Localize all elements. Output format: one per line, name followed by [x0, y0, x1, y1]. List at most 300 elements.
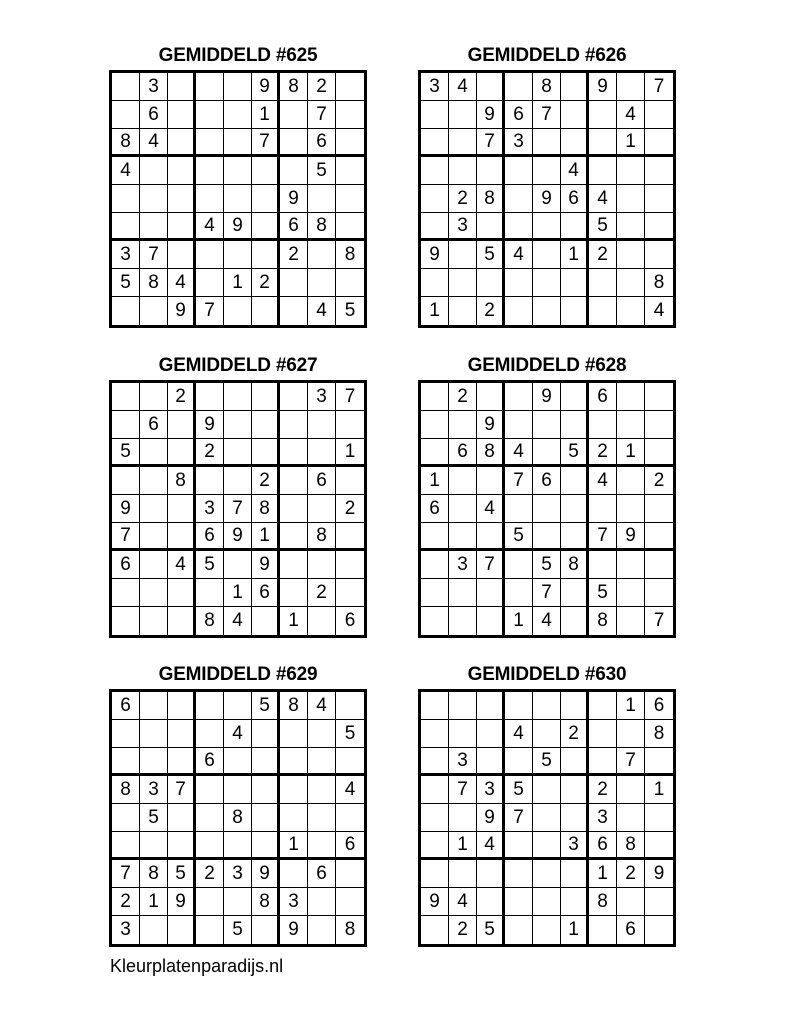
sudoku-cell: [421, 832, 449, 860]
sudoku-cell: 3: [112, 241, 140, 269]
sudoku-cell: [617, 297, 645, 325]
sudoku-cell: 1: [140, 888, 168, 916]
sudoku-cell: 3: [561, 832, 589, 860]
sudoku-cell: [224, 73, 252, 101]
sudoku-cell: [140, 495, 168, 523]
sudoku-cell: 4: [653, 300, 665, 321]
sudoku-cell: [589, 748, 617, 776]
sudoku-grid: [418, 380, 676, 638]
sudoku-cell: [589, 101, 617, 129]
sudoku-cell: [336, 411, 364, 439]
sudoku-cell: [224, 748, 252, 776]
sudoku-cell: [477, 383, 505, 411]
sudoku-cell: [421, 213, 449, 241]
sudoku-cell: [477, 467, 505, 495]
sudoku-cell: 3: [449, 748, 477, 776]
sudoku-cell: [168, 748, 196, 776]
sudoku-cell: 8: [112, 776, 140, 804]
sudoku-cell: [421, 129, 449, 157]
sudoku-cell: [645, 129, 673, 157]
sudoku-cell: [252, 411, 280, 439]
sudoku-cell: [308, 804, 336, 832]
sudoku-cell: [561, 804, 589, 832]
sudoku-cell: [140, 383, 168, 411]
sudoku-cell: 6: [449, 439, 477, 467]
sudoku-cell: 6: [421, 495, 449, 523]
sudoku-cell: [561, 297, 589, 325]
sudoku-cell: [280, 411, 308, 439]
sudoku-cell: 4: [505, 439, 533, 467]
sudoku-cell: [168, 157, 196, 185]
sudoku-cell: [196, 692, 224, 720]
sudoku-cell: [224, 439, 252, 467]
sudoku-cell: [645, 579, 673, 607]
sudoku-cell: [533, 297, 561, 325]
sudoku-cell: [280, 776, 308, 804]
sudoku-cell: [589, 411, 617, 439]
sudoku-cell: [308, 916, 336, 944]
sudoku-cell: [336, 551, 364, 579]
sudoku-cell: [280, 467, 308, 495]
sudoku-cell: [421, 776, 449, 804]
sudoku-cell: [505, 579, 533, 607]
sudoku-cell: 8: [589, 888, 617, 916]
sudoku-cell: 4: [505, 720, 533, 748]
sudoku-cell: [421, 916, 449, 944]
sudoku-cell: [617, 804, 645, 832]
sudoku-cell: 8: [617, 832, 645, 860]
sudoku-cell: [617, 241, 645, 269]
sudoku-cell: 8: [477, 439, 505, 467]
sudoku-cell: 5: [589, 213, 617, 241]
sudoku-cell: 6: [140, 101, 168, 129]
sudoku-cell: 5: [196, 551, 224, 579]
sudoku-cell: 4: [449, 888, 477, 916]
sudoku-cell: [449, 692, 477, 720]
sudoku-cell: 4: [224, 720, 252, 748]
sudoku-cell: 4: [589, 467, 617, 495]
sudoku-cell: [477, 607, 505, 635]
sudoku-cell: [308, 241, 336, 269]
sudoku-cell: [280, 495, 308, 523]
sudoku-cell: [140, 439, 168, 467]
sudoku-cell: [196, 776, 224, 804]
sudoku-cell: 1: [589, 860, 617, 888]
sudoku-cell: [561, 748, 589, 776]
sudoku-cell: 1: [336, 439, 364, 467]
sudoku-cell: [224, 241, 252, 269]
sudoku-cell: [589, 551, 617, 579]
sudoku-cell: 9: [589, 73, 617, 101]
sudoku-cell: [308, 185, 336, 213]
sudoku-cell: [112, 411, 140, 439]
sudoku-cell: [421, 860, 449, 888]
sudoku-cell: 8: [477, 185, 505, 213]
sudoku-cell: 9: [252, 860, 280, 888]
sudoku-cell: [112, 607, 140, 635]
sudoku-cell: [477, 888, 505, 916]
sudoku-cell: [645, 157, 673, 185]
sudoku-cell: [168, 101, 196, 129]
sudoku-cell: [505, 748, 533, 776]
sudoku-cell: 8: [168, 467, 196, 495]
sudoku-cell: [140, 551, 168, 579]
sudoku-cell: 1: [505, 607, 533, 635]
sudoku-cell: [168, 213, 196, 241]
sudoku-cell: 2: [308, 73, 336, 101]
sudoku-cell: 6: [280, 213, 308, 241]
sudoku-cell: 8: [344, 919, 356, 940]
sudoku-cell: [421, 411, 449, 439]
sudoku-cell: 6: [533, 467, 561, 495]
sudoku-cell: [308, 720, 336, 748]
sudoku-cell: 5: [533, 551, 561, 579]
sudoku-cell: 2: [112, 888, 140, 916]
sudoku-cell: [533, 129, 561, 157]
sudoku-cell: [561, 411, 589, 439]
sudoku-cell: 1: [421, 297, 449, 325]
sudoku-cell: 1: [617, 692, 645, 720]
sudoku-cell: 4: [168, 269, 196, 297]
sudoku-cell: 1: [252, 101, 280, 129]
sudoku-cell: [645, 551, 673, 579]
sudoku-cell: 5: [224, 916, 252, 944]
sudoku-cell: 8: [645, 269, 673, 297]
sudoku-cell: [561, 101, 589, 129]
sudoku-cell: 3: [112, 916, 140, 944]
sudoku-cell: [252, 720, 280, 748]
sudoku-cell: [196, 804, 224, 832]
sudoku-cell: [477, 213, 505, 241]
sudoku-cell: [505, 495, 533, 523]
sudoku-cell: 6: [589, 832, 617, 860]
sudoku-cell: 6: [112, 692, 140, 720]
sudoku-cell: [561, 888, 589, 916]
sudoku-cell: 1: [561, 916, 589, 944]
sudoku-cell: [336, 888, 364, 916]
sudoku-cell: 6: [589, 383, 617, 411]
sudoku-cell: [196, 129, 224, 157]
sudoku-cell: 4: [168, 551, 196, 579]
sudoku-cell: [196, 467, 224, 495]
sudoku-cell: 2: [589, 439, 617, 467]
sudoku-cell: [533, 720, 561, 748]
sudoku-cell: [449, 860, 477, 888]
sudoku-cell: [336, 213, 364, 241]
sudoku-cell: [336, 804, 364, 832]
sudoku-cell: 5: [505, 523, 533, 551]
sudoku-cell: [168, 129, 196, 157]
sudoku-cell: [449, 523, 477, 551]
sudoku-cell: [168, 832, 196, 860]
sudoku-cell: [280, 860, 308, 888]
sudoku-cell: [421, 607, 449, 635]
sudoku-cell: 9: [617, 523, 645, 551]
sudoku-cell: [617, 269, 645, 297]
sudoku-cell: 2: [196, 860, 224, 888]
sudoku-cell: 4: [196, 213, 224, 241]
puzzle-title: GEMIDDELD #627: [158, 355, 318, 376]
sudoku-cell: [308, 495, 336, 523]
sudoku-cell: 6: [140, 411, 168, 439]
sudoku-cell: 6: [344, 610, 356, 631]
sudoku-cell: 8: [308, 523, 336, 551]
sudoku-cell: [589, 916, 617, 944]
sudoku-cell: 8: [533, 73, 561, 101]
sudoku-cell: 7: [533, 101, 561, 129]
sudoku-cell: 4: [140, 129, 168, 157]
puzzle-title: GEMIDDELD #630: [467, 664, 627, 685]
sudoku-cell: [449, 101, 477, 129]
sudoku-cell: [533, 241, 561, 269]
sudoku-cell: [449, 411, 477, 439]
sudoku-cell: [140, 467, 168, 495]
sudoku-cell: [617, 888, 645, 916]
sudoku-cell: 7: [653, 610, 665, 631]
sudoku-cell: [449, 157, 477, 185]
sudoku-cell: 4: [336, 776, 364, 804]
sudoku-cell: 1: [617, 439, 645, 467]
sudoku-cell: [421, 383, 449, 411]
sudoku-cell: [112, 297, 140, 325]
sudoku-cell: [196, 383, 224, 411]
sudoku-cell: 9: [224, 213, 252, 241]
sudoku-cell: [336, 269, 364, 297]
sudoku-cell: [645, 916, 673, 944]
puzzle-title: GEMIDDELD #628: [467, 355, 627, 376]
sudoku-cell: 8: [280, 73, 308, 101]
sudoku-cell: [336, 101, 364, 129]
sudoku-cell: 6: [561, 185, 589, 213]
sudoku-cell: [224, 776, 252, 804]
sudoku-cell: 9: [477, 411, 505, 439]
sudoku-cell: 1: [617, 129, 645, 157]
sudoku-cell: [505, 73, 533, 101]
sudoku-cell: [561, 523, 589, 551]
sudoku-cell: [252, 804, 280, 832]
sudoku-cell: 7: [617, 748, 645, 776]
sudoku-cell: 2: [196, 439, 224, 467]
sudoku-cell: [112, 213, 140, 241]
sudoku-cell: 2: [589, 776, 617, 804]
sudoku-cell: [589, 297, 617, 325]
sudoku-cell: [252, 241, 280, 269]
sudoku-cell: 7: [112, 523, 140, 551]
sudoku-cell: [617, 411, 645, 439]
sudoku-cell: 2: [336, 495, 364, 523]
sudoku-cell: 1: [645, 776, 673, 804]
sudoku-cell: [449, 241, 477, 269]
sudoku-cell: 6: [112, 551, 140, 579]
sudoku-cell: 8: [112, 129, 140, 157]
sudoku-cell: 5: [589, 579, 617, 607]
sudoku-cell: [561, 129, 589, 157]
sudoku-cell: 5: [477, 916, 505, 944]
sudoku-cell: [645, 185, 673, 213]
puzzle-title: GEMIDDELD #629: [158, 664, 318, 685]
sudoku-cell: [421, 185, 449, 213]
sudoku-cell: [252, 157, 280, 185]
sudoku-cell: [224, 888, 252, 916]
sudoku-cell: [505, 692, 533, 720]
sudoku-cell: 2: [477, 297, 505, 325]
sudoku-cell: 1: [252, 523, 280, 551]
sudoku-cell: [505, 185, 533, 213]
sudoku-cell: [421, 720, 449, 748]
sudoku-cell: [505, 860, 533, 888]
sudoku-cell: 1: [561, 241, 589, 269]
sudoku-cell: [589, 269, 617, 297]
sudoku-cell: [561, 213, 589, 241]
sudoku-cell: [252, 832, 280, 860]
sudoku-cell: [168, 241, 196, 269]
sudoku-cell: 6: [196, 748, 224, 776]
sudoku-cell: [336, 523, 364, 551]
sudoku-cell: [645, 439, 673, 467]
sudoku-cell: 9: [252, 73, 280, 101]
sudoku-cell: [533, 916, 561, 944]
sudoku-cell: 4: [477, 832, 505, 860]
sudoku-cell: [645, 101, 673, 129]
sudoku-cell: 2: [617, 860, 645, 888]
sudoku-cell: [224, 411, 252, 439]
sudoku-cell: 3: [589, 804, 617, 832]
sudoku-cell: 5: [308, 157, 336, 185]
sudoku-cell: 2: [449, 185, 477, 213]
sudoku-cell: [617, 551, 645, 579]
sudoku-cell: [617, 607, 645, 635]
sudoku-cell: [645, 804, 673, 832]
sudoku-cell: [421, 748, 449, 776]
sudoku-cell: [112, 720, 140, 748]
sudoku-cell: 5: [168, 860, 196, 888]
sudoku-cell: [140, 185, 168, 213]
sudoku-cell: 5: [505, 776, 533, 804]
sudoku-cell: [280, 551, 308, 579]
sudoku-cell: [421, 551, 449, 579]
sudoku-cell: [617, 579, 645, 607]
sudoku-cell: [645, 383, 673, 411]
sudoku-cell: [561, 860, 589, 888]
sudoku-cell: 8: [336, 241, 364, 269]
puzzle-title: GEMIDDELD #625: [158, 45, 318, 66]
sudoku-cell: 3: [421, 73, 449, 101]
sudoku-cell: [280, 157, 308, 185]
sudoku-cell: [561, 467, 589, 495]
sudoku-cell: [533, 888, 561, 916]
sudoku-cell: [449, 607, 477, 635]
sudoku-cell: 7: [645, 73, 673, 101]
sudoku-cell: 1: [449, 832, 477, 860]
sudoku-cell: [617, 776, 645, 804]
sudoku-cell: 8: [140, 269, 168, 297]
sudoku-cell: 7: [449, 776, 477, 804]
sudoku-cell: 4: [308, 692, 336, 720]
sudoku-cell: 6: [308, 129, 336, 157]
sudoku-cell: 7: [308, 101, 336, 129]
sudoku-cell: [196, 269, 224, 297]
sudoku-cell: [421, 439, 449, 467]
sudoku-cell: 2: [168, 383, 196, 411]
sudoku-cell: [196, 579, 224, 607]
sudoku-cell: [168, 804, 196, 832]
sudoku-cell: [224, 692, 252, 720]
sudoku-grid: [418, 689, 676, 947]
sudoku-cell: 9: [477, 804, 505, 832]
sudoku-cell: 7: [224, 495, 252, 523]
sudoku-cell: [308, 776, 336, 804]
sudoku-cell: [196, 157, 224, 185]
sudoku-cell: [308, 832, 336, 860]
sudoku-cell: [533, 523, 561, 551]
sudoku-cell: [252, 916, 280, 944]
sudoku-cell: 7: [336, 383, 364, 411]
sudoku-cell: 3: [280, 888, 308, 916]
site-credit: Kleurplatenparadijs.nl: [110, 956, 284, 976]
sudoku-cell: [533, 776, 561, 804]
sudoku-cell: [645, 495, 673, 523]
sudoku-cell: 5: [336, 720, 364, 748]
sudoku-cell: [617, 467, 645, 495]
sudoku-cell: [308, 748, 336, 776]
sudoku-cell: [449, 467, 477, 495]
sudoku-cell: [561, 607, 589, 635]
sudoku-cell: [645, 411, 673, 439]
sudoku-cell: [196, 73, 224, 101]
sudoku-cell: 8: [280, 692, 308, 720]
sudoku-cell: 2: [449, 383, 477, 411]
sudoku-cell: 6: [308, 467, 336, 495]
sudoku-cell: [168, 523, 196, 551]
sudoku-cell: [533, 213, 561, 241]
sudoku-cell: [477, 579, 505, 607]
sudoku-cell: 7: [252, 129, 280, 157]
sudoku-cell: [477, 73, 505, 101]
sudoku-cell: [280, 523, 308, 551]
sudoku-cell: [168, 720, 196, 748]
sudoku-cell: [505, 916, 533, 944]
sudoku-cell: 8: [224, 804, 252, 832]
sudoku-cell: [533, 860, 561, 888]
sudoku-cell: [196, 185, 224, 213]
sudoku-cell: 5: [140, 804, 168, 832]
sudoku-cell: 8: [252, 495, 280, 523]
sudoku-cell: [140, 916, 168, 944]
sudoku-cell: [645, 213, 673, 241]
sudoku-cell: [252, 185, 280, 213]
sudoku-cell: [617, 383, 645, 411]
sudoku-cell: 9: [112, 495, 140, 523]
sudoku-cell: [477, 523, 505, 551]
sudoku-cell: [533, 439, 561, 467]
sudoku-cell: 1: [280, 607, 308, 635]
sudoku-cell: [336, 579, 364, 607]
sudoku-cell: [645, 832, 673, 860]
sudoku-cell: 3: [196, 495, 224, 523]
sudoku-cell: 9: [252, 551, 280, 579]
sudoku-cell: [617, 495, 645, 523]
sudoku-cell: [477, 692, 505, 720]
sudoku-grid: [109, 70, 367, 328]
sudoku-cell: [336, 467, 364, 495]
sudoku-cell: [421, 579, 449, 607]
sudoku-cell: 9: [645, 860, 673, 888]
sudoku-cell: 5: [561, 439, 589, 467]
sudoku-cell: [168, 916, 196, 944]
sudoku-cell: 5: [112, 269, 140, 297]
sudoku-cell: [140, 748, 168, 776]
sudoku-cell: 1: [224, 579, 252, 607]
